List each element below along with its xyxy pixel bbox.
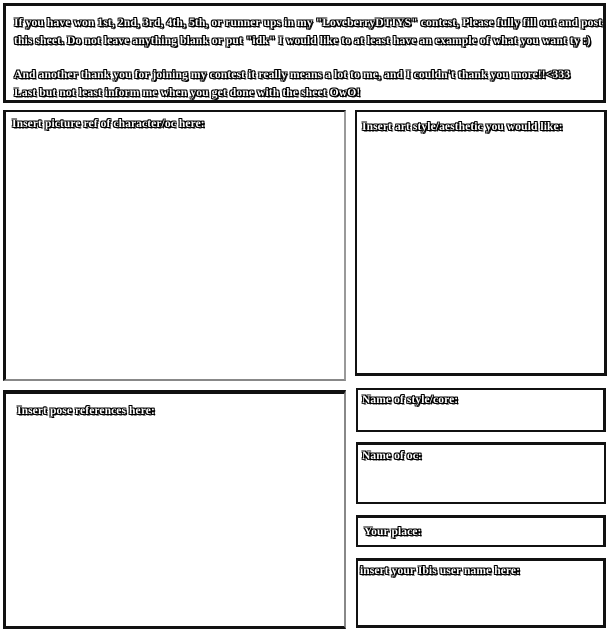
art-style-box[interactable] <box>355 110 607 376</box>
ibis-username-label: insert your Ibis user name here: <box>360 565 521 577</box>
pose-refs-label: Insert pose references here: <box>17 405 155 417</box>
art-style-label: Insert art style/aesthetic you would like: <box>362 121 563 133</box>
instructions-line-2: this sheet. Do not leave anything blank or put "idk" I would like to at least have an example of what you want ty :) <box>14 33 591 47</box>
character-ref-label: Insert picture ref of character/oc here: <box>12 118 205 130</box>
instructions-line-1: If you have won 1st, 2nd, 3rd, 4th, 5th, or runner ups in my "LoveberryDTIYS" contest, Please fully fill out and post <box>14 16 603 29</box>
place-box[interactable] <box>356 515 606 547</box>
instructions-line-3: And another thank you for joining my contest it really means a lot to me, and I couldn't thank you more!!<333 <box>14 68 571 81</box>
style-name-box[interactable] <box>356 388 606 432</box>
oc-name-box[interactable] <box>356 442 606 504</box>
instructions-line-4: Last but not least inform me when you get done with the sheet OwO! <box>14 85 361 99</box>
instructions-box <box>3 3 606 103</box>
character-ref-box[interactable] <box>3 110 346 381</box>
spacer <box>14 49 603 66</box>
style-name-label: Name of style/core: <box>362 394 459 406</box>
place-label: Your place: <box>364 526 422 538</box>
pose-refs-box[interactable] <box>3 390 346 629</box>
ibis-username-box[interactable] <box>356 558 606 628</box>
oc-name-label: Name of oc: <box>362 450 422 462</box>
